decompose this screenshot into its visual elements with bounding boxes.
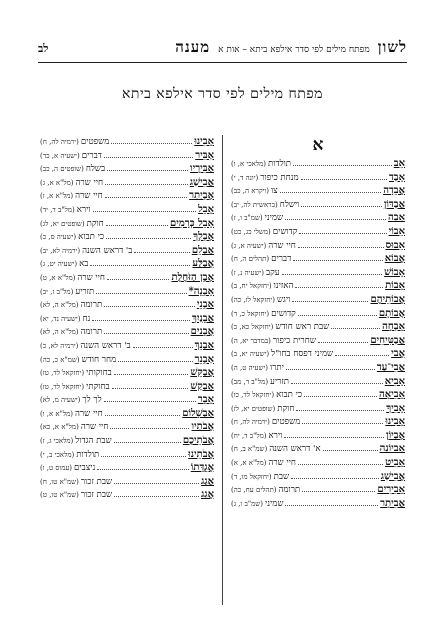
index-entry bbox=[40, 420, 214, 434]
leader-dots bbox=[298, 456, 383, 465]
entry-headword: אָבְחָה bbox=[382, 321, 405, 333]
entry-reading: שבת זכור bbox=[80, 476, 113, 487]
entry-reading: עקב bbox=[265, 267, 280, 278]
leader-dots bbox=[323, 442, 378, 451]
entry-source-ref: (מל"א א, כא) bbox=[40, 423, 79, 432]
index-entry bbox=[231, 211, 405, 225]
index-entry bbox=[231, 388, 405, 402]
entry-headword: אָבִירִים bbox=[377, 484, 405, 496]
leader-dots bbox=[114, 434, 181, 443]
leader-dots bbox=[292, 293, 368, 302]
entry-reading: חיי שרה bbox=[75, 177, 104, 188]
index-entry bbox=[231, 456, 405, 470]
entry-source-ref: (יחזקאל לז, כה) bbox=[231, 295, 275, 304]
index-title: מפתח מילים לפי סדר אילפא ביתא bbox=[122, 86, 323, 102]
index-entry bbox=[40, 325, 214, 339]
entry-reading: בחוקתי bbox=[86, 381, 110, 392]
entry-headword: אָבִיוֹנָה bbox=[379, 443, 405, 455]
leader-dots bbox=[280, 184, 382, 193]
left-entry-list bbox=[40, 135, 214, 502]
entry-reading: ניצבים bbox=[74, 463, 96, 474]
leader-dots bbox=[97, 461, 188, 470]
entry-source-ref: (יחזקאל לד, טז) bbox=[40, 382, 85, 391]
entry-source-ref: (מל"א א, ו) bbox=[40, 409, 73, 418]
entry-source-ref: (מל"א א, ז) bbox=[40, 192, 74, 201]
leader-dots bbox=[114, 366, 189, 375]
entry-source-ref: (יחזקאל יח, ב) bbox=[231, 282, 272, 291]
leader-dots bbox=[318, 334, 368, 343]
entry-source-ref: (שמ"ב ו, ג) bbox=[231, 499, 263, 508]
entry-headword: אֲבֵדָה bbox=[383, 185, 405, 197]
entry-reading: יתרו bbox=[270, 362, 284, 373]
right-entry-list bbox=[231, 157, 405, 510]
entry-source-ref: (שופטים יא, לז) bbox=[231, 404, 276, 413]
entry-source-ref: (מלאכי א, ו) bbox=[231, 160, 267, 168]
leader-dots bbox=[93, 203, 197, 212]
entry-reading: שבת ראש חודש bbox=[275, 322, 330, 333]
entry-reading: שמיני bbox=[264, 213, 284, 224]
entry-headword: אֶבְלְךָ bbox=[193, 231, 214, 243]
leader-dots bbox=[92, 312, 190, 321]
leader-dots bbox=[331, 320, 380, 329]
index-entry bbox=[231, 198, 405, 212]
leader-dots bbox=[106, 230, 191, 239]
entry-headword: אֵב bbox=[393, 158, 405, 169]
entry-reading: שבת bbox=[273, 471, 290, 482]
entry-headword: אֶבְקַשׁ bbox=[190, 380, 214, 392]
index-entry bbox=[231, 184, 405, 198]
entry-source-ref: (ישעיה מ, לא) bbox=[40, 396, 81, 405]
entry-reading: חיי שרה bbox=[77, 272, 105, 283]
entry-headword: אֲגַג bbox=[200, 475, 214, 487]
entry-source-ref: (יונה ד, י) bbox=[231, 173, 259, 182]
entry-headword: אֲבַקֵּשׁ bbox=[190, 367, 214, 379]
entry-headword: אֲבוֹתָם bbox=[378, 307, 405, 319]
index-entry bbox=[231, 266, 405, 280]
index-entry bbox=[40, 475, 214, 489]
index-entry bbox=[231, 239, 405, 253]
entry-source-ref: (ישעיה נ, ז) bbox=[231, 268, 264, 277]
letter-heading: א bbox=[312, 135, 324, 155]
entry-source-ref: (ישעיה ט, ה) bbox=[231, 363, 269, 372]
entry-reading: חוקת bbox=[277, 403, 295, 414]
entry-headword: אָבֵל bbox=[198, 203, 214, 215]
leader-dots bbox=[107, 162, 188, 171]
entry-reading: בא bbox=[79, 259, 89, 270]
leader-dots bbox=[293, 252, 383, 261]
index-entry bbox=[40, 366, 214, 380]
entry-reading: בחוקותי bbox=[86, 368, 112, 379]
leader-dots bbox=[96, 285, 186, 294]
index-entry bbox=[231, 225, 405, 239]
leader-dots bbox=[302, 415, 383, 424]
leader-dots bbox=[293, 157, 392, 166]
entry-headword: אֲבִי bbox=[391, 348, 405, 360]
entry-headword: אָבוֹת bbox=[385, 280, 405, 292]
entry-headword: אָבִיךָ bbox=[386, 402, 405, 414]
entry-source-ref: (שמ"א טו, ח) bbox=[40, 477, 79, 486]
entry-reading: ב' דראש השנה bbox=[80, 340, 131, 351]
entry-source-ref: (ויקרא ה, כב) bbox=[231, 187, 269, 196]
leader-dots bbox=[90, 257, 190, 266]
entry-reading: תזריע bbox=[75, 286, 95, 297]
entry-headword: אֵבוּס bbox=[385, 239, 405, 251]
entry-headword: אָבִינוּ bbox=[385, 416, 405, 428]
entry-headword: אֶבְיָתָר bbox=[189, 190, 214, 202]
entry-reading: שחרית כיפור bbox=[272, 335, 316, 346]
entry-headword: אֲבוֹתֵיהֶם bbox=[370, 293, 405, 305]
entry-reading: וירא bbox=[268, 430, 283, 441]
entry-source-ref: (ישעיה א, כד) bbox=[40, 151, 80, 160]
index-entry bbox=[40, 312, 214, 326]
entry-source-ref: (ישעיה ס, כ) bbox=[40, 233, 77, 242]
index-entry bbox=[40, 285, 214, 299]
entry-source-ref: (יחזקאל כ, ד) bbox=[231, 309, 270, 318]
leader-dots bbox=[105, 189, 187, 198]
leader-dots bbox=[101, 448, 186, 457]
index-entry bbox=[231, 347, 405, 361]
entry-source-ref: (משלי כג, כט) bbox=[231, 227, 271, 236]
entry-source-ref: (מל"א א, א) bbox=[231, 459, 267, 468]
entry-reading: א' דראש השנה bbox=[269, 444, 321, 455]
index-entry bbox=[231, 293, 405, 307]
entry-headword: אֲבִיתָר bbox=[380, 497, 405, 509]
entry-reading: תולדות bbox=[76, 449, 100, 460]
index-entry bbox=[40, 448, 214, 462]
entry-headword: אֲגָג bbox=[200, 489, 214, 501]
leader-dots bbox=[285, 497, 378, 506]
entry-reading: תרומה bbox=[80, 327, 103, 338]
entry-reading: קדושים bbox=[271, 308, 296, 319]
entry-headword: אֲבֹתָיו bbox=[191, 421, 214, 433]
index-entry bbox=[231, 279, 405, 293]
entry-reading: שבת הגדול bbox=[75, 436, 112, 447]
index-entry bbox=[231, 483, 405, 497]
entry-source-ref: (בראשית לה, יב) bbox=[231, 200, 278, 209]
index-entry bbox=[231, 415, 405, 429]
entry-source-ref: (יחזקאל כא, כ) bbox=[231, 323, 274, 332]
leader-dots bbox=[104, 149, 193, 158]
entry-reading: כי תבוא bbox=[78, 232, 105, 243]
entry-headword: אָבוֹשׁ bbox=[384, 266, 405, 278]
entry-source-ref: (ירמיה לא, יב) bbox=[40, 246, 81, 255]
entry-headword: אֲבַלַּע bbox=[192, 258, 214, 270]
entry-headword: אֲבֹתֵינוּ bbox=[188, 448, 214, 460]
leader-dots bbox=[291, 375, 383, 384]
index-entry bbox=[40, 176, 214, 190]
leader-dots bbox=[134, 244, 189, 253]
index-entry bbox=[231, 442, 405, 456]
entry-headword: אֶבְלֵם bbox=[191, 244, 214, 256]
entry-source-ref: (ירמיה לה, ח) bbox=[40, 138, 79, 146]
entry-reading: חיי שרה bbox=[75, 191, 103, 202]
entry-source-ref: (ישעיה א, ג) bbox=[231, 241, 267, 250]
entry-reading: שבת זכור bbox=[80, 490, 113, 501]
leader-dots bbox=[114, 488, 199, 497]
entry-reading: חיי שרה bbox=[268, 240, 296, 251]
entry-headword: אֶבֶן הַזֹּחֶלֶת bbox=[171, 271, 214, 283]
entry-source-ref: (תהלים עח, כה) bbox=[231, 486, 277, 495]
leader-dots bbox=[299, 225, 386, 234]
entry-headword: אָבֵל כְּרָמִים bbox=[170, 217, 214, 229]
entry-source-ref: (יחזקאל מו, ד) bbox=[231, 472, 272, 481]
index-entry bbox=[40, 461, 214, 475]
entry-reading: וירא bbox=[76, 204, 91, 215]
entry-source-ref: (יחזקאל לד, כו) bbox=[231, 391, 275, 400]
entry-source-ref: (מלאכי ב, י) bbox=[40, 450, 75, 459]
leader-dots bbox=[110, 420, 189, 429]
index-entry bbox=[40, 244, 214, 258]
leader-dots bbox=[112, 380, 189, 389]
header-subtitle: מפתח מילים לפי סדר אילפא ביתא – אות א bbox=[218, 45, 370, 55]
entry-reading: צו bbox=[270, 186, 278, 197]
page-number: לב bbox=[38, 42, 49, 55]
leader-dots bbox=[302, 483, 375, 492]
entry-source-ref: (ישעיה יא, ב) bbox=[231, 350, 270, 359]
right-column bbox=[231, 135, 405, 510]
entry-headword: אַבִּיר bbox=[195, 149, 214, 161]
index-entry bbox=[40, 393, 214, 407]
entry-reading: מנחת כיפור bbox=[260, 172, 299, 183]
leader-dots bbox=[111, 135, 192, 144]
entry-headword: אֲבִישַׁג bbox=[380, 470, 405, 482]
leader-dots bbox=[114, 475, 199, 484]
entry-headword: אָבְנָה* bbox=[188, 285, 214, 297]
entry-reading: חוקת bbox=[86, 218, 104, 229]
index-entry bbox=[231, 402, 405, 416]
entry-headword: אֲבִישַׁג bbox=[189, 176, 214, 188]
leader-dots bbox=[295, 279, 383, 288]
entry-reading: בשלח bbox=[85, 164, 106, 175]
leader-dots bbox=[335, 347, 389, 356]
entry-headword: אֲבַדּוֹן bbox=[383, 198, 405, 210]
leader-dots bbox=[298, 239, 384, 248]
entry-reading: חיי שרה bbox=[80, 422, 109, 433]
index-entry bbox=[40, 298, 214, 312]
entry-reading: דברים bbox=[81, 150, 102, 161]
leader-dots bbox=[282, 266, 383, 275]
entry-source-ref: (שמ"א כ, כה) bbox=[40, 355, 80, 364]
entry-source-ref: (מל"ב ד, מב) bbox=[231, 377, 269, 386]
entry-source-ref: (ירמיה לא, כ) bbox=[40, 341, 79, 350]
index-entry bbox=[231, 375, 405, 389]
entry-headword: אַבְנֵךְ bbox=[194, 339, 214, 351]
leader-dots bbox=[118, 353, 192, 362]
index-entry bbox=[40, 135, 214, 149]
entry-headword: אָבִינוּ bbox=[194, 136, 214, 147]
index-entry bbox=[40, 271, 214, 285]
index-entry bbox=[40, 203, 214, 217]
index-entry bbox=[231, 320, 405, 334]
entry-headword: אַבִּירָיו bbox=[190, 163, 214, 175]
index-entry bbox=[231, 171, 405, 185]
index-columns bbox=[40, 135, 405, 610]
entry-source-ref: (תהלים ה, ח) bbox=[231, 255, 270, 264]
entry-headword: אַבְנֵי bbox=[196, 299, 214, 311]
entry-headword: אַבְשָׁלוֹם bbox=[182, 407, 214, 419]
index-entry bbox=[40, 149, 214, 163]
entry-reading: שמיני דפסח בחו"ל bbox=[271, 349, 334, 360]
entry-source-ref: (ישעיה יט, ג) bbox=[40, 260, 78, 269]
index-entry bbox=[231, 470, 405, 484]
entry-reading: כי תבוא bbox=[276, 390, 303, 401]
entry-headword: אֲבָנַיִךְ bbox=[191, 312, 214, 324]
entry-reading: לך לך bbox=[82, 395, 102, 406]
entry-source-ref: (במדבר יא, ה) bbox=[231, 336, 271, 345]
entry-source-ref: (שמ"א טו, ט) bbox=[40, 491, 79, 500]
leader-dots bbox=[104, 393, 196, 402]
column-divider bbox=[222, 135, 223, 605]
leader-dots bbox=[133, 339, 193, 348]
entry-headword: אָבִיאָה bbox=[378, 389, 405, 401]
entry-source-ref: (שמ"א ב, ח) bbox=[231, 445, 268, 454]
entry-source-ref: (מל"א א, ט) bbox=[40, 273, 76, 282]
leader-dots bbox=[104, 298, 195, 307]
entry-source-ref: (מל"ב ד, יח) bbox=[231, 431, 267, 440]
entry-headword: אֲבַטִּיחִים bbox=[370, 334, 405, 346]
leader-dots bbox=[285, 211, 386, 220]
entry-reading: משפטים bbox=[271, 417, 301, 428]
index-entry bbox=[231, 157, 405, 171]
header-section-word: מענה bbox=[175, 38, 211, 56]
index-entry bbox=[40, 189, 214, 203]
index-entry bbox=[40, 162, 214, 176]
leader-dots bbox=[301, 171, 387, 180]
entry-headword: אָבִיט bbox=[385, 457, 405, 469]
entry-reading: חיי שרה bbox=[74, 408, 103, 419]
entry-source-ref: (מל"ב ז, יב) bbox=[40, 287, 74, 296]
entry-reading: דברים bbox=[271, 254, 292, 265]
index-entry bbox=[40, 230, 214, 244]
entry-headword: אֲבִי־עַד bbox=[376, 361, 405, 373]
index-entry bbox=[40, 488, 214, 502]
leader-dots bbox=[291, 470, 379, 479]
entry-source-ref: (מל"ב ד, יד) bbox=[40, 205, 75, 214]
leader-dots bbox=[104, 325, 188, 334]
entry-reading: שמיני bbox=[264, 498, 284, 509]
entry-headword: אָבַד bbox=[388, 171, 405, 183]
left-column bbox=[40, 135, 214, 502]
entry-reading: ויגש bbox=[276, 294, 291, 305]
entry-headword: אָבָה bbox=[388, 212, 405, 224]
entry-reading: משפטים bbox=[80, 137, 110, 147]
entry-reading: חיי שרה bbox=[268, 458, 296, 469]
header-title-word: לשון bbox=[377, 38, 407, 56]
entry-source-ref: (יחזקאל לד, טז) bbox=[40, 369, 85, 378]
entry-source-ref: (מל"א ה, לא) bbox=[40, 328, 79, 337]
index-entry bbox=[40, 407, 214, 421]
leader-dots bbox=[304, 388, 377, 397]
entry-reading: תרומה bbox=[80, 300, 103, 311]
entry-reading: תולדות bbox=[268, 159, 292, 169]
entry-headword: אַבְנֵר bbox=[194, 353, 214, 365]
entry-reading: קדושים bbox=[272, 226, 298, 237]
entry-reading: וישלח bbox=[279, 199, 300, 210]
entry-source-ref: (עמוס ט, ו) bbox=[40, 464, 73, 473]
entry-reading: האזינו bbox=[273, 281, 294, 292]
entry-source-ref: (שופטים ה, כב) bbox=[40, 165, 84, 174]
entry-source-ref: (ישעיה נד, יא) bbox=[40, 314, 81, 323]
index-entry bbox=[231, 497, 405, 511]
entry-source-ref: (ירמיה לה, ח) bbox=[231, 418, 270, 427]
index-entry bbox=[40, 380, 214, 394]
entry-headword: אֲבֹתֵיכֶם bbox=[182, 435, 214, 447]
leader-dots bbox=[284, 429, 384, 438]
entry-source-ref: (מלאכי ג, ז) bbox=[40, 437, 74, 446]
entry-source-ref: (שופטים יא, לג) bbox=[40, 219, 85, 228]
entry-headword: אֶבְיוֹן bbox=[386, 429, 405, 441]
entry-reading: תזריע bbox=[270, 376, 290, 387]
entry-headword: אֲגֻדָּתוֹ bbox=[190, 462, 214, 474]
index-entry bbox=[231, 429, 405, 443]
running-header bbox=[38, 38, 407, 63]
entry-headword: אֲבָנִים bbox=[190, 326, 214, 338]
entry-headword: אֵבוֹי bbox=[388, 225, 405, 237]
leader-dots bbox=[105, 407, 181, 416]
index-entry bbox=[40, 217, 214, 231]
leader-dots bbox=[106, 217, 168, 226]
index-entry bbox=[231, 307, 405, 321]
index-entry bbox=[231, 252, 405, 266]
leader-dots bbox=[298, 307, 377, 316]
entry-source-ref: (שמ"ב ו, ז) bbox=[231, 214, 263, 223]
entry-reading: מחר חודש bbox=[81, 354, 117, 365]
index-entry bbox=[40, 339, 214, 353]
leader-dots bbox=[286, 361, 375, 370]
entry-headword: אָבִיא bbox=[384, 375, 405, 387]
index-entry bbox=[231, 334, 405, 348]
index-entry bbox=[40, 257, 214, 271]
leader-dots bbox=[105, 176, 188, 185]
index-entry bbox=[231, 361, 405, 375]
entry-source-ref: (מל"א ה, לא) bbox=[40, 301, 79, 310]
entry-reading: תרומה bbox=[278, 485, 301, 496]
leader-dots bbox=[301, 198, 381, 207]
index-entry bbox=[40, 353, 214, 367]
index-entry bbox=[40, 434, 214, 448]
entry-headword: אֲבוֹא bbox=[384, 253, 405, 265]
leader-dots bbox=[107, 271, 169, 280]
entry-reading: ב' דראש השנה bbox=[82, 245, 133, 256]
entry-source-ref: (מל"א א, ג) bbox=[40, 178, 74, 187]
entry-headword: אָבָר bbox=[197, 394, 214, 406]
entry-reading: נח bbox=[82, 313, 91, 324]
leader-dots bbox=[296, 402, 384, 411]
